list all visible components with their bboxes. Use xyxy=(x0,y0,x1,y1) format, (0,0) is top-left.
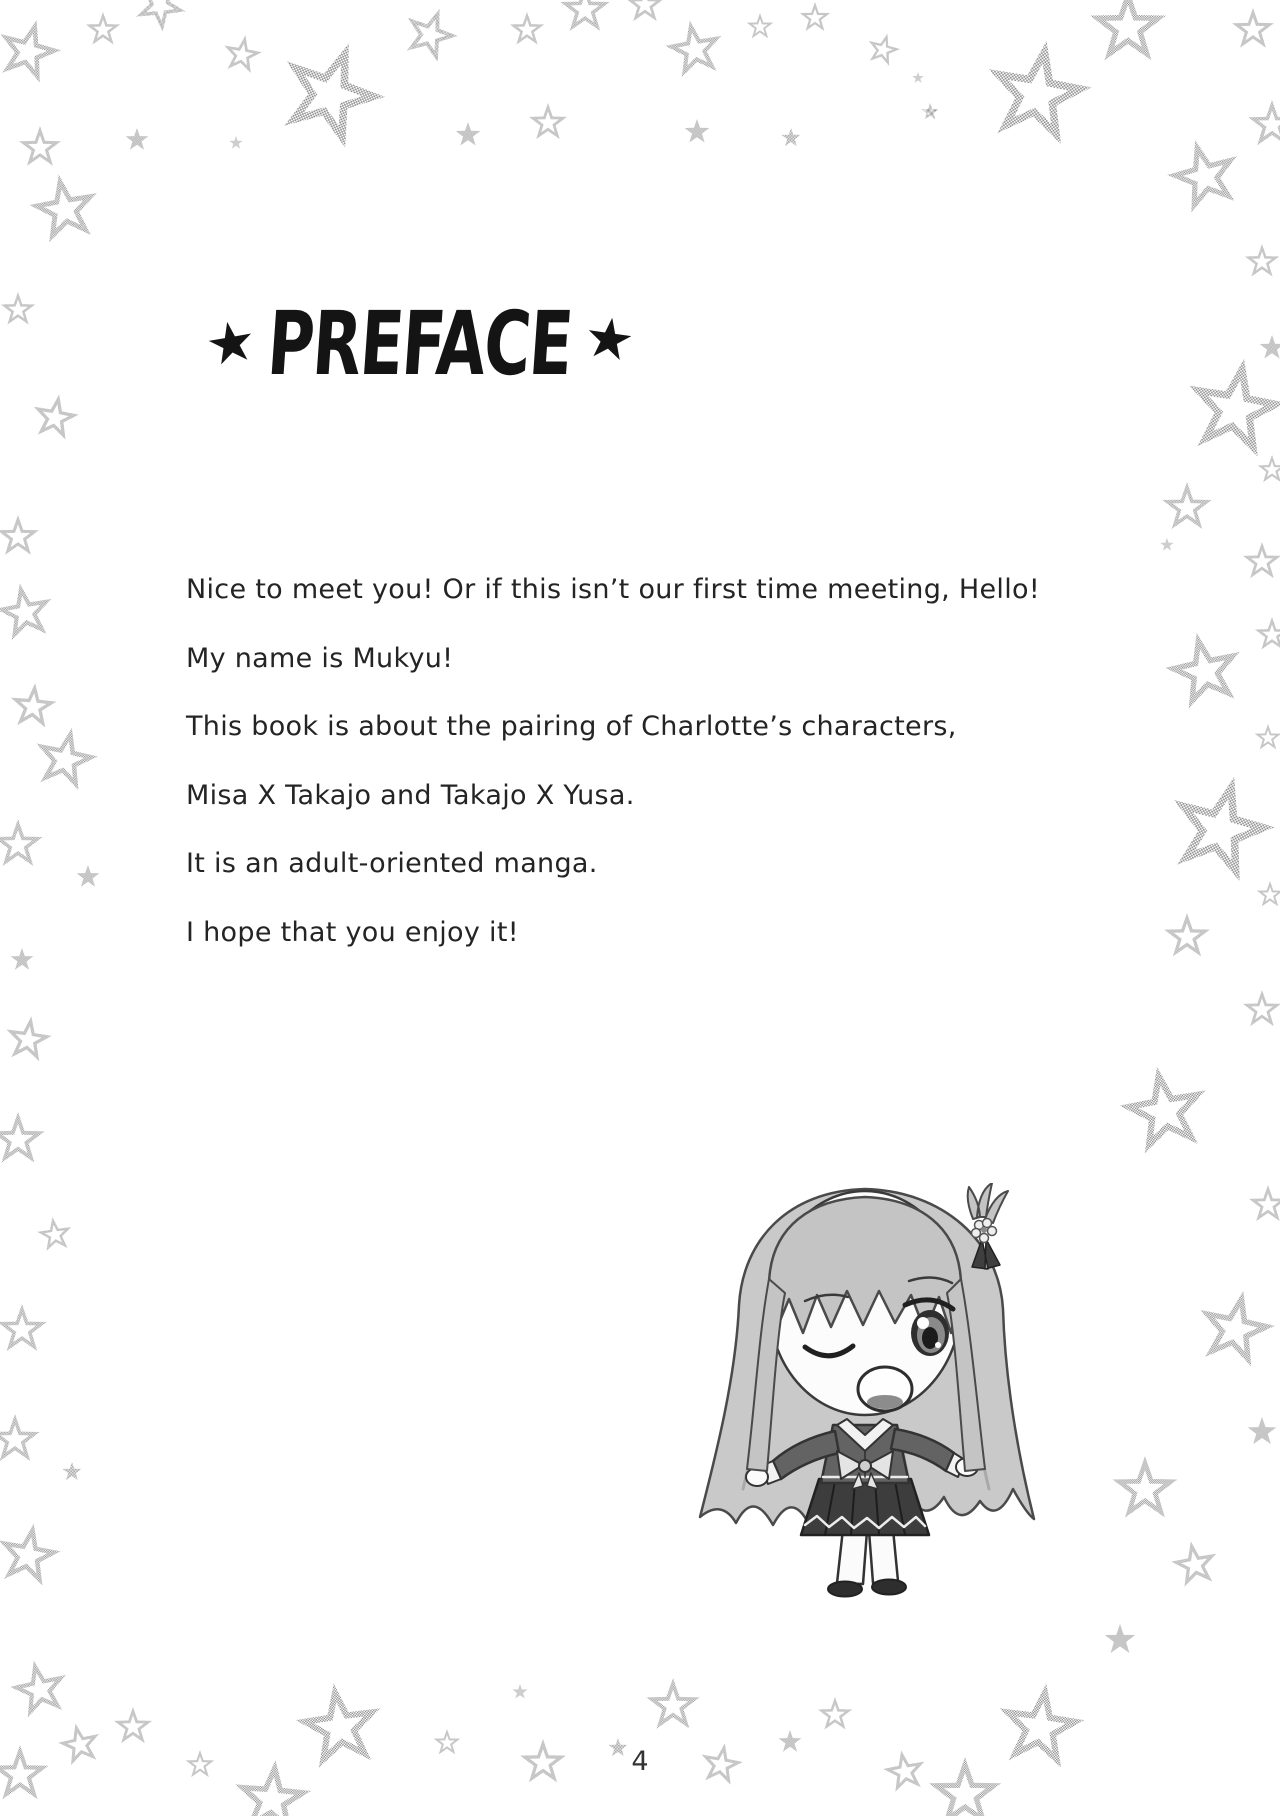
preface-body xyxy=(186,556,1040,967)
preface-line: It is an adult-oriented manga. xyxy=(186,848,598,879)
star-icon: ★ xyxy=(579,303,639,376)
page-number: 4 xyxy=(631,1746,649,1777)
preface-line: My name is Mukyu! xyxy=(186,642,454,674)
preface-line: This book is about the pairing of Charlotte’s characters, xyxy=(186,711,957,742)
skirt xyxy=(801,1479,929,1535)
chibi-girl-illustration xyxy=(693,1183,1041,1607)
preface-line: Nice to meet you! Or if this isn’t our first time meeting, Hello! xyxy=(186,574,1040,605)
page-title: PREFACE xyxy=(264,292,575,395)
star-icon: ★ xyxy=(200,307,262,380)
preface-line: Misa X Takajo and Takajo X Yusa. xyxy=(186,779,635,811)
preface-line: I hope that you enjoy it! xyxy=(186,916,519,948)
